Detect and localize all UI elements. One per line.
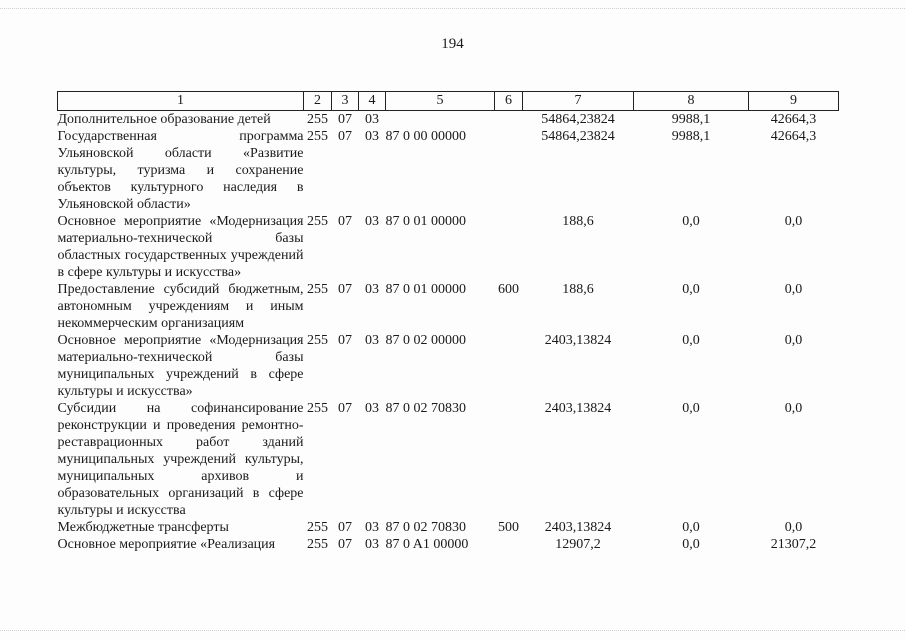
section-code: 07 [338,401,352,416]
section-code: 07 [338,214,352,229]
amount-col7: 54864,23824 [541,129,615,144]
table-header-row [58,92,839,111]
table-row [58,213,839,281]
expense-type [495,213,523,281]
amount-col9: 0,0 [784,333,803,348]
admin-code: 255 [307,537,328,552]
subsection-code: 03 [365,401,379,416]
admin-code: 255 [307,520,328,535]
target-code: 87 0 02 70830 [385,520,466,535]
subsection-code: 03 [365,537,379,552]
item-name: Основное мероприятие «Модернизация материально-технической базы областных государственных учреждений в сфере культуры и искусства» [57,214,304,280]
table-row [58,281,839,332]
column-header: 2 [304,92,332,111]
amount-col8: 9988,1 [671,112,711,127]
item-name: Дополнительное образование детей [57,112,271,127]
column-header: 7 [523,92,634,111]
section-code: 07 [338,520,352,535]
admin-code: 255 [307,333,328,348]
amount-col9: 42664,3 [770,129,817,144]
subsection-code: 03 [365,129,379,144]
target-code: 87 0 00 00000 [385,129,466,144]
expense-type [495,332,523,400]
amount-col9: 0,0 [784,282,803,297]
amount-col7: 54864,23824 [541,112,615,127]
item-name: Предоставление субсидий бюджетным, автономным учреждениям и иным некоммерческим организациям [57,282,304,331]
section-code: 07 [338,282,352,297]
item-name: Основное мероприятие «Модернизация материально-технической базы муниципальных учреждений в сфере культуры и искусства» [57,333,304,399]
item-name: Межбюджетные трансферты [57,520,229,535]
table-row [58,128,839,213]
expense-type [495,536,523,553]
subsection-code: 03 [365,214,379,229]
column-header: 8 [634,92,749,111]
amount-col8: 0,0 [682,282,700,297]
amount-col8: 0,0 [682,537,700,552]
amount-col9: 21307,2 [770,537,817,552]
amount-col7: 188,6 [562,282,594,297]
expense-type [495,111,523,129]
expense-type [495,400,523,519]
target-code: 87 0 01 00000 [385,214,466,229]
scan-artifact-top [0,8,905,10]
subsection-code: 03 [365,520,379,535]
column-header: 3 [332,92,359,111]
column-header: 1 [58,92,304,111]
column-header: 9 [749,92,839,111]
expense-type [495,128,523,213]
table-row [58,111,839,129]
amount-col7: 2403,13824 [544,520,612,535]
amount-col9: 0,0 [784,214,803,229]
item-name: Государственная программа Ульяновской области «Развитие культуры, туризма и сохранение объектов культурного наследия в Ульяновской области» [57,129,304,212]
amount-col8: 0,0 [682,333,700,348]
table-row [58,332,839,400]
section-code: 07 [338,333,352,348]
section-code: 07 [338,112,352,127]
column-header: 4 [359,92,386,111]
amount-col7: 188,6 [562,214,594,229]
target-code: 87 0 02 70830 [385,401,466,416]
item-name: Субсидии на софинансирование реконструкции и проведения ремонтно-реставрационных работ зданий муниципальных учреждений культуры, муниципальных архивов и образовательных организаций в сфере культуры и искусства [57,401,304,518]
amount-col9: 0,0 [784,401,803,416]
target-code: 87 0 01 00000 [385,282,466,297]
amount-col8: 9988,1 [671,129,711,144]
target-code [386,111,495,129]
amount-col9: 42664,3 [770,112,817,127]
scan-artifact-bottom [0,630,905,632]
amount-col8: 0,0 [682,214,700,229]
amount-col7: 2403,13824 [544,333,612,348]
column-header: 6 [495,92,523,111]
amount-col8: 0,0 [682,401,700,416]
item-name: Основное мероприятие «Реализация [57,537,276,552]
column-header: 5 [386,92,495,111]
page-number: 194 [441,36,464,52]
subsection-code: 03 [365,282,379,297]
admin-code: 255 [307,214,328,229]
budget-table [57,91,839,553]
amount-col8: 0,0 [682,520,700,535]
table-row [58,519,839,536]
amount-col7: 2403,13824 [544,401,612,416]
table-row [58,536,839,553]
amount-col7: 12907,2 [555,537,601,552]
section-code: 07 [338,129,352,144]
amount-col9: 0,0 [784,520,803,535]
admin-code: 255 [307,282,328,297]
admin-code: 255 [307,401,328,416]
target-code: 87 0 02 00000 [385,333,466,348]
expense-type: 600 [498,282,519,297]
section-code: 07 [338,537,352,552]
subsection-code: 03 [365,112,379,127]
table-row [58,400,839,519]
admin-code: 255 [307,129,328,144]
expense-type: 500 [498,520,519,535]
target-code: 87 0 A1 00000 [385,537,469,552]
admin-code: 255 [307,112,328,127]
subsection-code: 03 [365,333,379,348]
